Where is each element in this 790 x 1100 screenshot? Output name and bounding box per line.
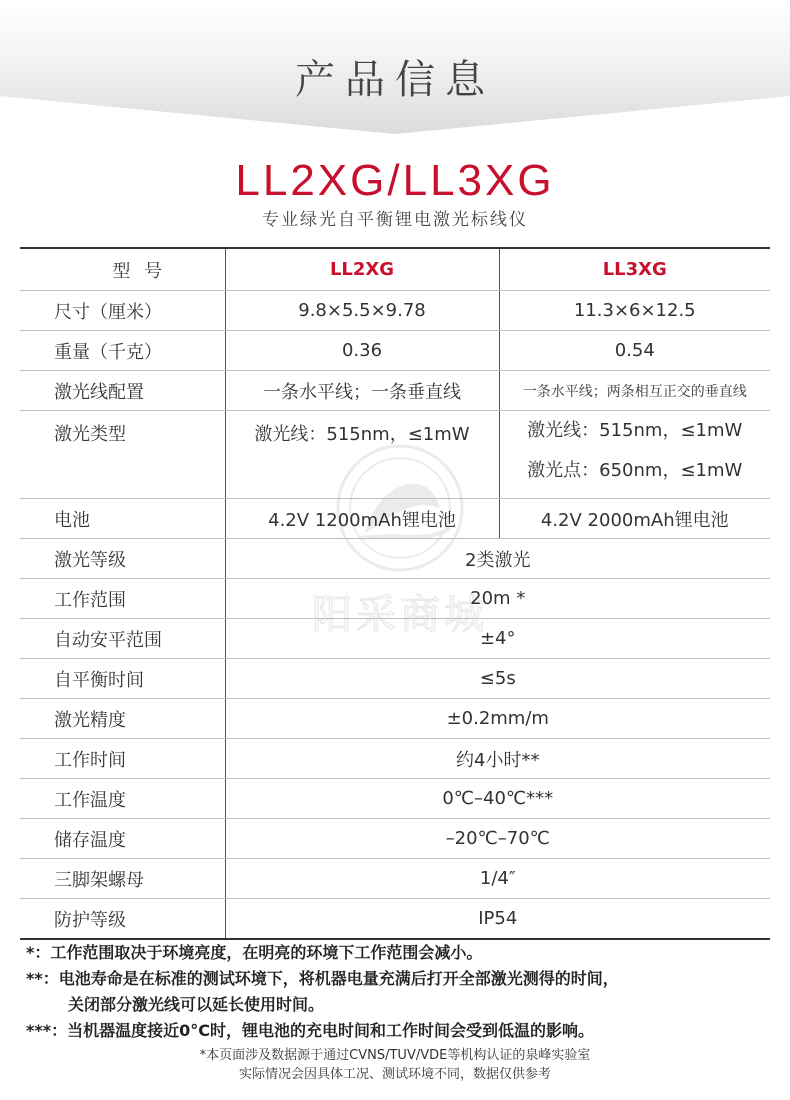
row-label: 工作温度 [20, 779, 225, 819]
table-row [20, 859, 770, 899]
table-row [20, 331, 770, 371]
row-label: 工作时间 [20, 739, 225, 779]
row-value: 0℃–40℃*** [225, 779, 770, 819]
row-label: 电池 [20, 499, 225, 539]
footnote-mark: *： [26, 943, 51, 962]
row-value: 1/4″ [225, 859, 770, 899]
header-model-b: LL3XG [499, 248, 770, 291]
footnote-text: 工作范围取决于环境亮度，在明亮的环境下工作范围会减小。 [50, 943, 483, 962]
row-label: 自平衡时间 [20, 659, 225, 699]
table-row [20, 619, 770, 659]
row-value-b-line1: 激光线：515nm，≤1mW [527, 420, 743, 441]
footnotes [26, 940, 776, 1044]
table-row [20, 291, 770, 331]
disclaimer [0, 1046, 790, 1084]
row-label: 激光类型 [20, 411, 225, 499]
row-value-a: 一条水平线；一条垂直线 [225, 371, 499, 411]
row-value-a: 9.8×5.5×9.78 [225, 291, 499, 331]
footnote [26, 940, 776, 966]
row-value: 约4小时** [225, 739, 770, 779]
watermark-text: 阳采商城 [312, 592, 488, 638]
table-row [20, 659, 770, 699]
table-row [20, 739, 770, 779]
row-value-a: 激光线：515nm，≤1mW [225, 411, 499, 499]
row-label: 激光等级 [20, 539, 225, 579]
row-value-b [499, 411, 770, 499]
row-value-a: 4.2V 1200mAh锂电池 [225, 499, 499, 539]
footnote-text: 当机器温度接近0°C时，锂电池的充电时间和工作时间会受到低温的影响。 [67, 1021, 594, 1040]
table-header-row [20, 248, 770, 291]
disclaimer-line: 实际情况会因具体工况、测试环境不同，数据仅供参考 [238, 1067, 551, 1082]
footnote-mark: **： [26, 969, 59, 988]
row-value-b: 4.2V 2000mAh锂电池 [499, 499, 770, 539]
footnote-text: 电池寿命是在标准的测试环境下，将机器电量充满后打开全部激光测得的时间， [58, 969, 619, 988]
row-label: 尺寸（厘米） [20, 291, 225, 331]
row-value: ≤5s [225, 659, 770, 699]
table-row [20, 411, 770, 499]
footnote [26, 1018, 776, 1044]
row-value: ±4° [225, 619, 770, 659]
row-value: 2类激光 [225, 539, 770, 579]
page-title: 产品信息 [295, 57, 495, 103]
row-label: 储存温度 [20, 819, 225, 859]
row-label: 激光线配置 [20, 371, 225, 411]
row-value: ±0.2mm/m [225, 699, 770, 739]
footnote-mark: ***： [26, 1021, 68, 1040]
row-label: 重量（千克） [20, 331, 225, 371]
row-value-b-line2: 激光点：650nm，≤1mW [527, 460, 743, 481]
table-row [20, 779, 770, 819]
row-label: 自动安平范围 [20, 619, 225, 659]
row-value: 20m * [225, 579, 770, 619]
row-label: 防护等级 [20, 899, 225, 940]
product-model-title: LL2XG/LL3XG [235, 156, 555, 205]
header-model-a: LL2XG [225, 248, 499, 291]
header-model-label: 型 号 [20, 248, 225, 291]
table-row [20, 499, 770, 539]
row-value-b: 0.54 [499, 331, 770, 371]
row-value-b: 11.3×6×12.5 [499, 291, 770, 331]
footnote [26, 966, 776, 992]
table-row [20, 699, 770, 739]
row-value-b: 一条水平线；两条相互正交的垂直线 [499, 371, 770, 411]
footnote-continuation: 关闭部分激光线可以延长使用时间。 [68, 995, 325, 1014]
table-row [20, 371, 770, 411]
spec-table [20, 247, 770, 940]
row-value: –20℃–70℃ [225, 819, 770, 859]
product-subtitle: 专业绿光自平衡锂电激光标线仪 [262, 210, 528, 230]
row-value: IP54 [225, 899, 770, 940]
row-value-a: 0.36 [225, 331, 499, 371]
table-row [20, 539, 770, 579]
table-row [20, 579, 770, 619]
disclaimer-line: *本页面涉及数据源于通过CVNS/TUV/VDE等机构认证的泉峰实验室 [199, 1048, 591, 1063]
row-label: 激光精度 [20, 699, 225, 739]
table-row [20, 899, 770, 940]
table-row [20, 819, 770, 859]
row-label: 三脚架螺母 [20, 859, 225, 899]
row-label: 工作范围 [20, 579, 225, 619]
